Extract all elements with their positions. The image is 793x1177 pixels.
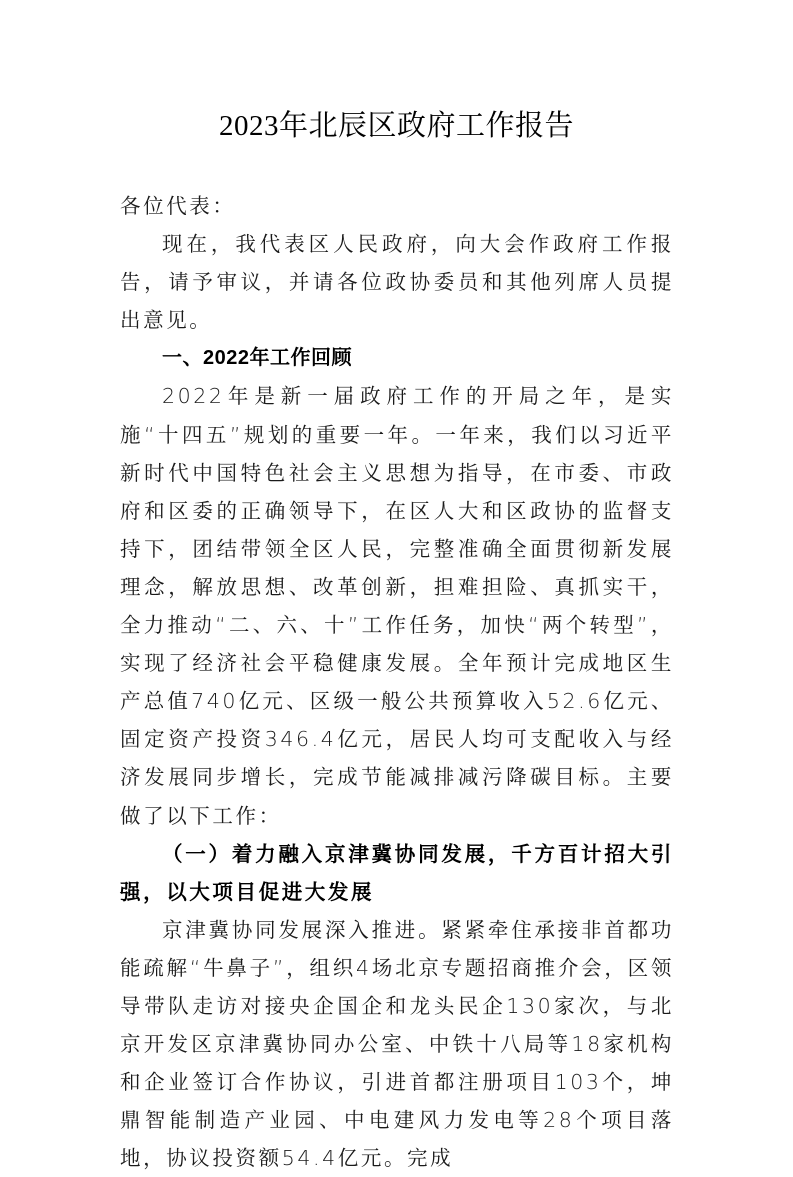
document-body <box>120 187 674 1177</box>
subsection-heading-coordination: （一）着力融入京津冀协同发展，千方百计招大引强，以大项目促进大发展 <box>120 841 674 904</box>
coordination-paragraph: 京津冀协同发展深入推进。紧紧牵住承接非首都功能疏解“牛鼻子”，组织4场北京专题招商推介会，区领导带队走访对接央企国企和龙头民企130家次，与北京开发区京津冀协同办公室、中铁十八局等18家机构和企业签订合作协议，引进首都注册项目103个，坤鼎智能制造产业园、中电建风力发电等28个项目落地，协议投资额54.4亿元。完成 <box>120 917 674 1171</box>
section-heading-review: 一、2022年工作回顾 <box>162 347 352 370</box>
opening-paragraph: 现在，我代表区人民政府，向大会作政府工作报告，请予审议，并请各位政协委员和其他列席人员提出意见。 <box>120 232 674 333</box>
document-title: 2023年北辰区政府工作报告 <box>218 110 574 142</box>
salutation: 各位代表： <box>120 194 236 218</box>
review-summary-paragraph: 2022年是新一届政府工作的开局之年，是实施“十四五”规划的重要一年。一年来，我们以习近平新时代中国特色社会主义思想为指导，在市委、市政府和区委的正确领导下，在区人大和区政协的监督支持下，团结带领全区人民，完整准确全面贯彻新发展理念，解放思想、改革创新，担难担险、真抓实干，全力推动“二、六、十”工作任务，加快“两个转型”，实现了经济社会平稳健康发展。全年预计完成地区生产总值740亿元、区级一般公共预算收入52.6亿元、固定资产投资346.4亿元，居民人均可支配收入与经济发展同步增长，完成节能减排减污降碳目标。主要做了以下工作： <box>120 384 674 828</box>
